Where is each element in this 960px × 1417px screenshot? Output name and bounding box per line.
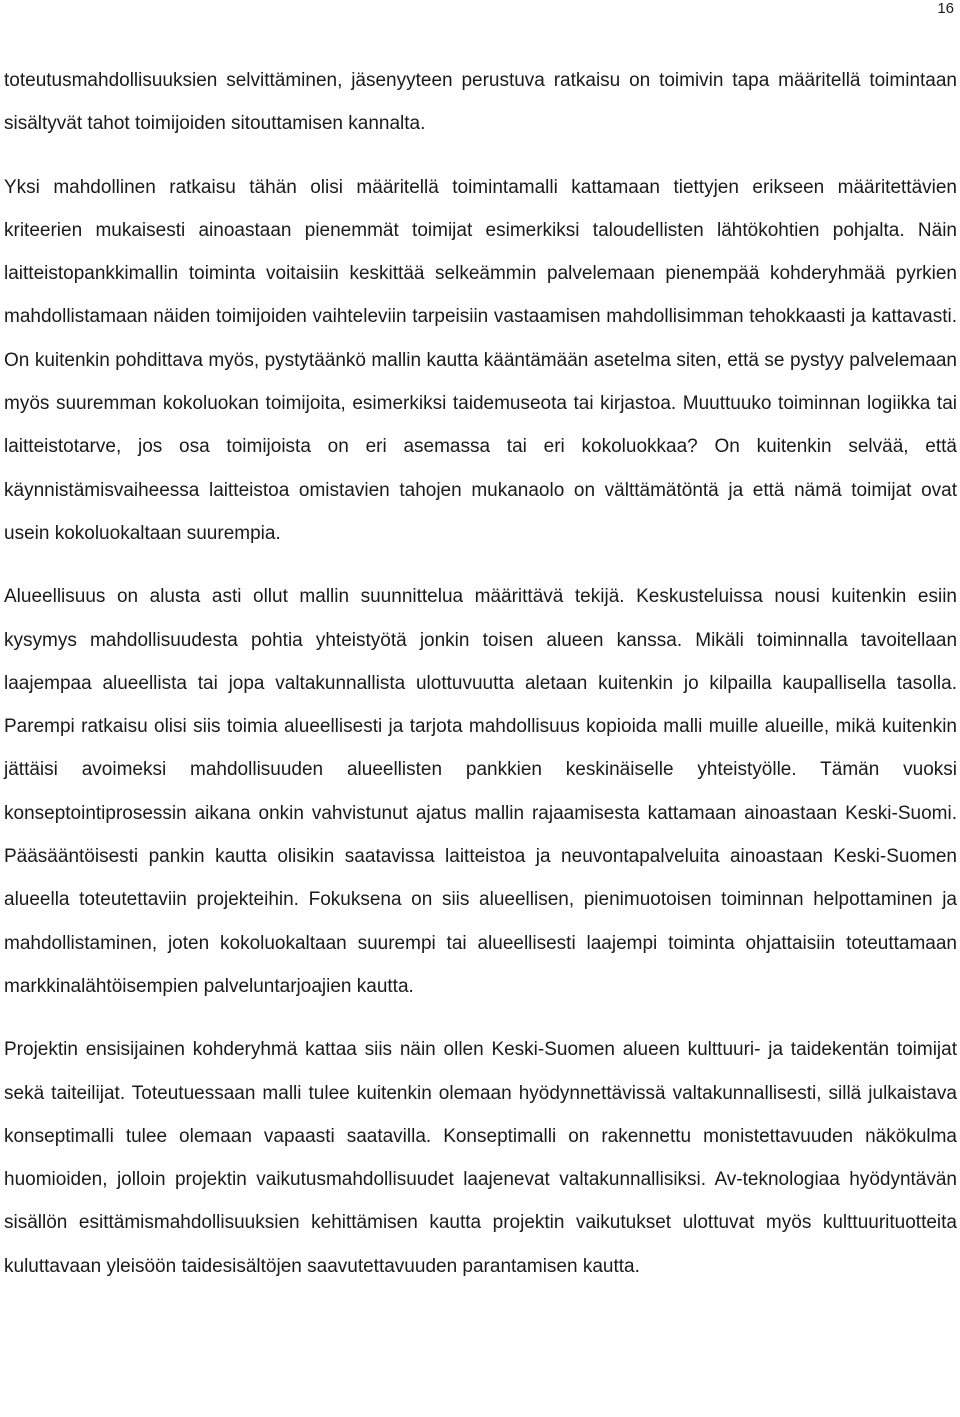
paragraph bbox=[4, 575, 957, 1008]
sentence: Alueellisuus on alusta asti ollut mallin suunnittelua määrittävä tekijä. bbox=[4, 586, 625, 608]
sentence: Näin laitteistopankkimallin toiminta voitaisiin keskittää selkeämmin palvelemaan pienempää kohderyhmää pyrkien mahdollistamaan näiden toimijoiden vaihteleviin tarpeisiin vastaamisen mahdollisimman tehokkaasti ja kattavasti. bbox=[4, 219, 957, 328]
sentence: Yksi mahdollinen ratkaisu tähän olisi määritellä toimintamalli kattamaan tiettyjen erikseen määritettävien kriteerien mukaisesti ainoastaan pienemmät toimijat esimerkiksi taloudellisten lähtökohtien pohjalta. bbox=[4, 176, 957, 241]
sentence: Keskusteluissa nousi kuitenkin esiin kysymys mahdollisuudesta pohtia yhteistyötä jonkin toisen alueen kanssa. bbox=[4, 586, 957, 651]
sentence: toteutusmahdollisuuksien selvittäminen, jäsenyyteen perustuva ratkaisu on toimivin tapa määritellä toimintaan sisältyvät tahot toimijoiden sitouttamisen kannalta. bbox=[4, 70, 957, 135]
sentence: Pääsääntöisesti pankin kautta olisikin saatavissa laitteistoa ja neuvontapalveluita ainoastaan Keski-Suomen alueella toteutettaviin projekteihin. bbox=[4, 846, 957, 911]
sentence: On kuitenkin pohdittava myös, pystytäänkö mallin kautta kääntämään asetelma siten, että se pystyy palvelemaan myös suuremman kokoluokan toimijoita, esimerkiksi taidemuseota tai kirjastoa. bbox=[4, 349, 957, 415]
sentence: Fokuksena on siis alueellisen, pienimuotoisen toiminnan helpottaminen ja mahdollistaminen, joten kokoluokaltaan suurempi tai alueellisesti laajempi toiminta ohjattaisiin toteuttamaan markkinalähtöisempien palveluntarjoajien kautta. bbox=[4, 889, 957, 997]
paragraph bbox=[4, 1028, 957, 1288]
sentence: Konseptimalli on rakennettu monistettavuuden näkökulma huomioiden, jolloin projektin vaikutusmahdollisuudet laajenevat valtakunnallisiksi. bbox=[4, 1125, 957, 1191]
sentence: Toteutuessaan malli tulee kuitenkin olemaan hyödynnettävissä valtakunnallisesti, sillä julkaistava konseptimalli tulee olemaan vapaasti saatavilla. bbox=[4, 1082, 957, 1147]
page-number: 16 bbox=[937, 0, 954, 17]
sentence: Mikäli toiminnalla tavoitellaan laajempaa alueellista tai jopa valtakunnallista ulottuvuutta aletaan kuitenkin jo kilpailla kaupallisella tasolla. bbox=[4, 629, 958, 694]
sentence: On kuitenkin selvää, että käynnistämisvaiheessa laitteistoa omistavien tahojen mukanaolo on välttämätöntä ja että nämä toimijat ovat usein kokoluokaltaan suurempia. bbox=[4, 436, 958, 544]
sentence: Muuttuuko toiminnan logiikka tai laitteistotarve, jos osa toimijoista on eri asemassa tai eri kokoluokkaa? bbox=[4, 393, 957, 458]
sentence: Projektin ensisijainen kohderyhmä kattaa siis näin ollen Keski-Suomen alueen kulttuuri- ja taidekentän toimijat sekä taiteilijat. bbox=[4, 1039, 957, 1104]
sentence: Av-teknologiaa hyödyntävän sisällön esittämismahdollisuuksien kehittämisen kautta projektin vaikutukset ulottuvat myös kulttuurituotteita kuluttavaan yleisöön taidesisältöjen saavutettavuuden parantamisen kautta. bbox=[4, 1169, 957, 1277]
document-body bbox=[4, 59, 957, 1288]
sentence: Tämän vuoksi konseptointiprosessin aikana onkin vahvistunut ajatus mallin rajaamisesta kattamaan ainoastaan Keski-Suomi. bbox=[4, 759, 958, 824]
paragraph bbox=[4, 166, 957, 556]
paragraph bbox=[4, 59, 957, 146]
sentence: Parempi ratkaisu olisi siis toimia alueellisesti ja tarjota mahdollisuus kopioida malli muille alueille, mikä kuitenkin jättäisi avoimeksi mahdollisuuden alueellisten pankkien keskinäiselle yhteistyölle. bbox=[4, 716, 957, 781]
